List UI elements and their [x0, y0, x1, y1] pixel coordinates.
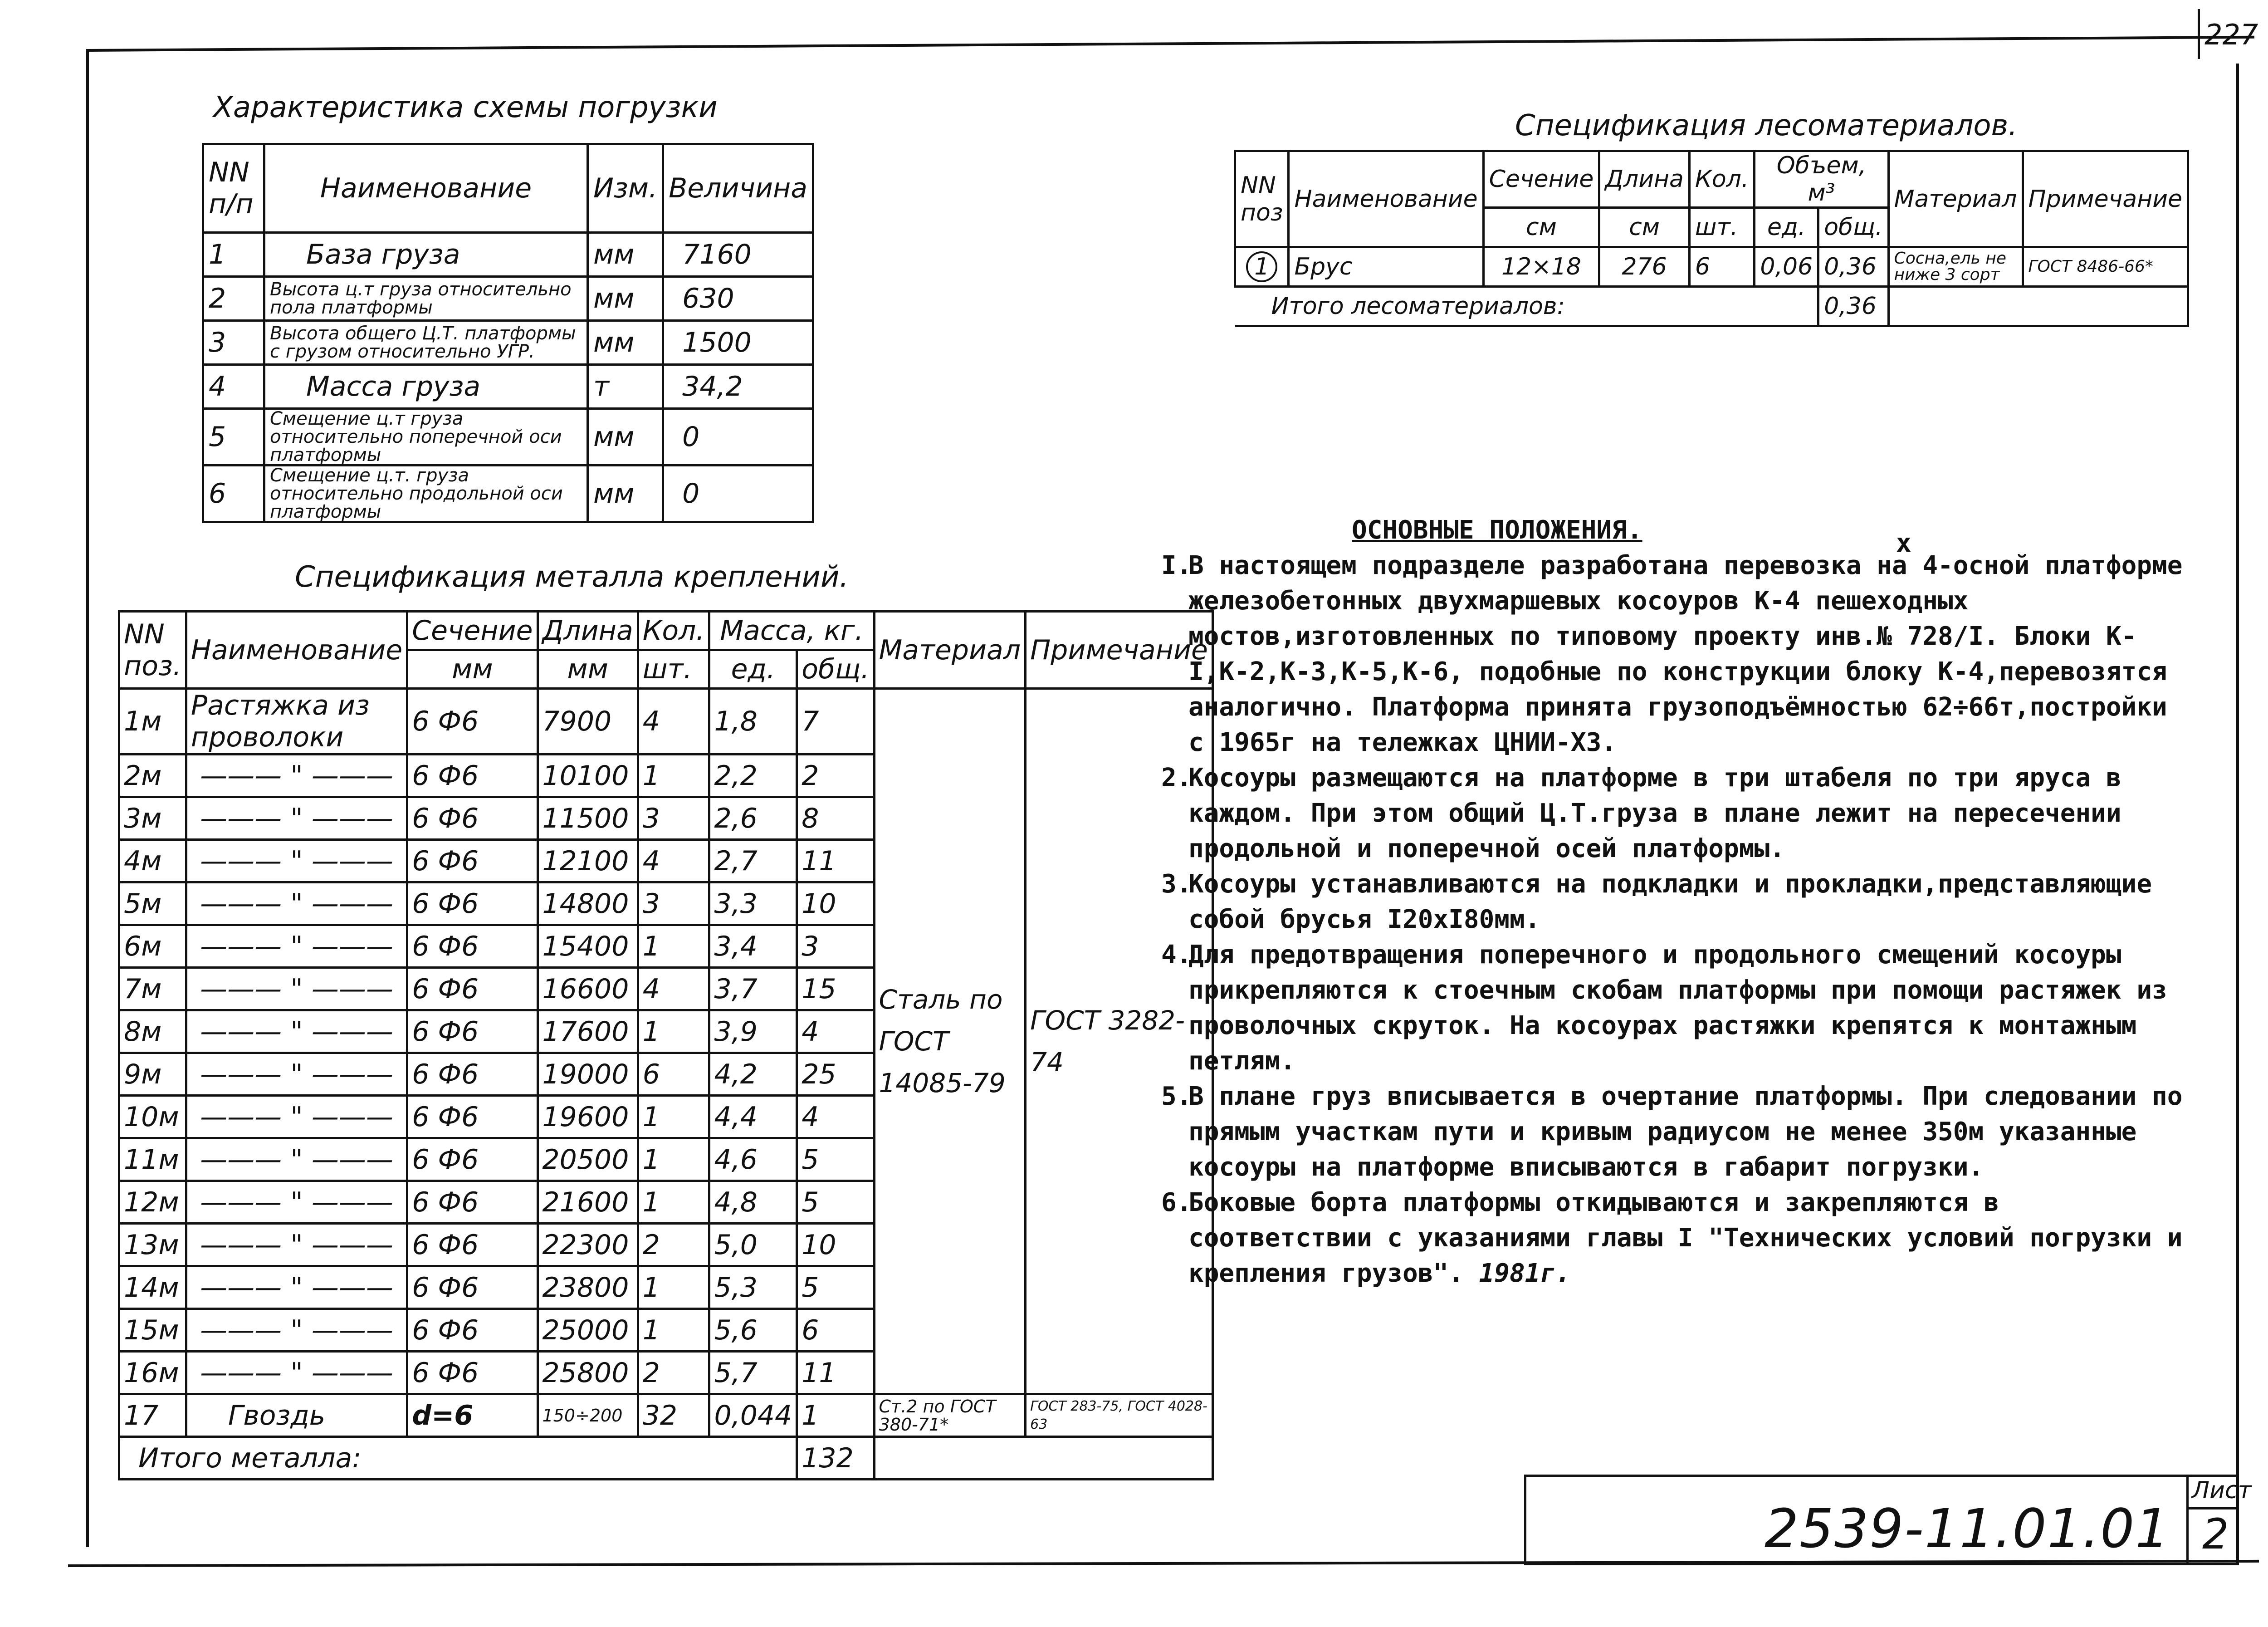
row-unit: мм — [588, 277, 663, 321]
total-label: Итого лесоматериалов: — [1235, 287, 1818, 326]
row-num — [1235, 247, 1289, 287]
row-unit: мм — [588, 466, 663, 522]
note-year: 1981г. — [1479, 1259, 1571, 1288]
header-name: Наименование — [264, 144, 588, 233]
row-num: 17 — [119, 1394, 186, 1437]
row-qty: 1 — [638, 1010, 709, 1053]
row-length: 17600 — [538, 1010, 638, 1053]
note-text — [1188, 867, 2195, 937]
row-mass-total: 4 — [797, 1096, 874, 1138]
total-value: 0,36 — [1818, 287, 1888, 326]
header-material: Материал — [874, 612, 1026, 689]
table-header-row — [119, 612, 1213, 650]
header-mass-unit: ед. — [709, 650, 797, 689]
row-name: ——— " ——— — [186, 1309, 407, 1352]
row-num: 6м — [119, 925, 186, 968]
row-num: 2 — [203, 277, 264, 321]
row-mass-total: 11 — [797, 1352, 874, 1394]
table-row — [203, 365, 813, 409]
row-name: ——— " ——— — [186, 1224, 407, 1266]
row-num: 6 — [203, 466, 264, 522]
row-num: 15м — [119, 1309, 186, 1352]
header-length: Длина — [538, 612, 638, 650]
row-section: 6 Ф6 — [407, 1138, 538, 1181]
row-mass-unit: 5,7 — [709, 1352, 797, 1394]
row-mass-unit: 3,3 — [709, 882, 797, 925]
table-total-row — [1235, 287, 2188, 326]
row-mass-unit: 0,044 — [709, 1394, 797, 1437]
row-qty: 6 — [1689, 247, 1755, 287]
row-mass-total: 7 — [797, 689, 874, 755]
note-text — [1188, 1079, 2195, 1185]
table-row — [203, 409, 813, 466]
row-mass-unit: 2,7 — [709, 840, 797, 882]
row-length: 19000 — [538, 1053, 638, 1096]
row-name: Брус — [1289, 247, 1483, 287]
row-num: 12м — [119, 1181, 186, 1224]
row-num: 11м — [119, 1138, 186, 1181]
header-qty: Кол. — [638, 612, 709, 650]
row-mass-unit: 5,6 — [709, 1309, 797, 1352]
row-num: 5 — [203, 409, 264, 466]
row-qty: 3 — [638, 797, 709, 840]
note-text — [1188, 1185, 2195, 1291]
row-mass-total: 6 — [797, 1309, 874, 1352]
row-mass-unit: 4,8 — [709, 1181, 797, 1224]
header-section-unit: см — [1483, 208, 1599, 247]
metal-spec-caption: Спецификация металла креплений. — [295, 560, 849, 594]
row-vol-unit: 0,06 — [1755, 247, 1818, 287]
corner-sheet-number: 227 — [2204, 18, 2258, 51]
row-section: 12×18 — [1483, 247, 1599, 287]
header-name: Наименование — [186, 612, 407, 689]
row-length: 23800 — [538, 1266, 638, 1309]
header-vol-total: общ. — [1818, 208, 1888, 247]
row-mass-total: 1 — [797, 1394, 874, 1437]
header-num: NN поз — [1235, 151, 1289, 247]
sheet-box-divider — [2186, 1507, 2239, 1509]
row-mass-total: 25 — [797, 1053, 874, 1096]
wire-note: ГОСТ 3282-74 — [1026, 689, 1213, 1394]
row-qty: 32 — [638, 1394, 709, 1437]
row-name: Масса груза — [264, 365, 588, 409]
row-name: ——— " ——— — [186, 925, 407, 968]
row-length: 25000 — [538, 1309, 638, 1352]
row-mass-total: 10 — [797, 882, 874, 925]
lumber-spec-caption: Спецификация лесоматериалов. — [1515, 109, 2018, 142]
table-row — [203, 233, 813, 277]
sheet-frame-right — [2236, 64, 2239, 1565]
header-note: Примечание — [1026, 612, 1213, 689]
row-section: 6 Ф6 — [407, 689, 538, 755]
note-number: 5. — [1161, 1082, 1192, 1111]
row-unit: мм — [588, 321, 663, 365]
row-mass-unit: 5,0 — [709, 1224, 797, 1266]
table-row — [203, 466, 813, 522]
row-length: 16600 — [538, 968, 638, 1010]
table-row — [203, 321, 813, 365]
row-unit: мм — [588, 409, 663, 466]
row-name: ——— " ——— — [186, 797, 407, 840]
note-item — [1161, 1079, 2195, 1185]
row-mass-unit: 4,4 — [709, 1096, 797, 1138]
row-mass-total: 10 — [797, 1224, 874, 1266]
row-mass-unit: 4,6 — [709, 1138, 797, 1181]
note-number: 3. — [1161, 869, 1192, 899]
note-item — [1161, 548, 2195, 760]
row-name: Смещение ц.т груза относительно поперечной оси платформы — [264, 409, 588, 466]
row-mass-unit: 5,3 — [709, 1266, 797, 1309]
row-section: 6 Ф6 — [407, 882, 538, 925]
note-item — [1161, 1185, 2195, 1291]
row-note: ГОСТ 283-75, ГОСТ 4028-63 — [1026, 1394, 1213, 1437]
row-material: Сосна,ель не ниже 3 сорт — [1888, 247, 2023, 287]
row-length: 276 — [1599, 247, 1690, 287]
row-mass-unit: 2,2 — [709, 755, 797, 797]
row-material: Ст.2 по ГОСТ 380-71* — [874, 1394, 1026, 1437]
header-unit: Изм. — [588, 144, 663, 233]
row-value: 7160 — [663, 233, 813, 277]
row-num: 14м — [119, 1266, 186, 1309]
row-name: ——— " ——— — [186, 755, 407, 797]
header-mass: Масса, кг. — [709, 612, 874, 650]
metal-spec-body — [119, 689, 1213, 1394]
note-text-body: Для предотвращения поперечного и продольного смещений косоуры прикрепляются к стоечным скобам платформы при помощи растяжек из проволочных скруток. На косоурах растяжки крепятся к монтажным петлям. — [1188, 940, 2167, 1076]
row-name: Растяжка из проволоки — [186, 689, 407, 755]
header-section: Сечение — [1483, 151, 1599, 208]
row-name: Гвоздь — [186, 1394, 407, 1437]
row-name: ——— " ——— — [186, 1138, 407, 1181]
row-name: Высота ц.т груза относительно пола платформы — [264, 277, 588, 321]
row-length: 15400 — [538, 925, 638, 968]
row-mass-total: 5 — [797, 1138, 874, 1181]
row-section: 6 Ф6 — [407, 968, 538, 1010]
row-section: 6 Ф6 — [407, 797, 538, 840]
row-name: ——— " ——— — [186, 1352, 407, 1394]
row-qty: 1 — [638, 1181, 709, 1224]
row-length: 10100 — [538, 755, 638, 797]
sheet-number: 2 — [2202, 1510, 2229, 1558]
row-section: 6 Ф6 — [407, 1181, 538, 1224]
row-num: 10м — [119, 1096, 186, 1138]
row-section: 6 Ф6 — [407, 925, 538, 968]
row-section: 6 Ф6 — [407, 1266, 538, 1309]
row-length: 150÷200 — [538, 1394, 638, 1437]
row-num: 4 — [203, 365, 264, 409]
notes-list — [1161, 548, 2195, 1291]
corner-divider — [2198, 9, 2200, 59]
row-num: 2м — [119, 755, 186, 797]
loading-scheme-caption: Характеристика схемы погрузки — [213, 91, 718, 124]
row-mass-unit: 3,4 — [709, 925, 797, 968]
header-num: NN п/п — [203, 144, 264, 233]
row-qty: 4 — [638, 840, 709, 882]
row-length: 25800 — [538, 1352, 638, 1394]
note-text — [1188, 760, 2195, 867]
row-mass-total: 5 — [797, 1181, 874, 1224]
note-number: 2. — [1161, 763, 1192, 793]
table-total-row — [119, 1437, 1213, 1480]
row-mass-total: 5 — [797, 1266, 874, 1309]
row-num: 4м — [119, 840, 186, 882]
row-length: 19600 — [538, 1096, 638, 1138]
note-number: 6. — [1161, 1188, 1192, 1217]
sheet-label: Лист — [2192, 1477, 2252, 1504]
lumber-spec-table — [1234, 150, 2189, 327]
note-text-body: Косоуры устанавливаются на подкладки и прокладки,представляющие собой брусья I20хI80мм. — [1188, 869, 2152, 934]
note-number: 4. — [1161, 940, 1192, 970]
header-vol-unit: ед. — [1755, 208, 1818, 247]
header-length-unit: мм — [538, 650, 638, 689]
row-qty: 1 — [638, 1266, 709, 1309]
row-value: 630 — [663, 277, 813, 321]
row-mass-unit: 1,8 — [709, 689, 797, 755]
notes-title: ОСНОВНЫЕ ПОЛОЖЕНИЯ. — [1352, 515, 1642, 545]
row-num: 7м — [119, 968, 186, 1010]
loading-scheme-table — [202, 143, 814, 523]
row-length: 14800 — [538, 882, 638, 925]
row-mass-total: 4 — [797, 1010, 874, 1053]
row-mass-total: 11 — [797, 840, 874, 882]
table-row — [203, 277, 813, 321]
row-value: 0 — [663, 466, 813, 522]
header-length: Длина — [1599, 151, 1690, 208]
total-empty — [1888, 287, 2188, 326]
row-name: ——— " ——— — [186, 1053, 407, 1096]
header-num: NN поз. — [119, 612, 186, 689]
row-qty: 2 — [638, 1352, 709, 1394]
header-qty: Кол. — [1689, 151, 1755, 208]
row-length: 11500 — [538, 797, 638, 840]
row-section: 6 Ф6 — [407, 1096, 538, 1138]
note-item — [1161, 760, 2195, 867]
row-name: ——— " ——— — [186, 840, 407, 882]
row-mass-unit: 3,7 — [709, 968, 797, 1010]
metal-spec-table — [118, 610, 1214, 1480]
row-num: 1 — [203, 233, 264, 277]
row-vol-total: 0,36 — [1818, 247, 1888, 287]
row-value: 34,2 — [663, 365, 813, 409]
table-row — [119, 689, 1213, 755]
row-section: 6 Ф6 — [407, 755, 538, 797]
table-header-row — [203, 144, 813, 233]
row-length: 12100 — [538, 840, 638, 882]
row-mass-unit: 2,6 — [709, 797, 797, 840]
row-name: Смещение ц.т. груза относительно продольной оси платформы — [264, 466, 588, 522]
row-value: 1500 — [663, 321, 813, 365]
row-mass-total: 8 — [797, 797, 874, 840]
note-text-body: В настоящем подразделе разработана перевозка на 4-осной платформе железобетонных двухмаршевых косоуров К-4 пешеходных мостов,изготовленных по типовому проекту инв.№ 728/I. Блоки К-I,К-2,К-3,К-5,К-6, подобные по конструкции блоку К-4,перевозятся аналогично. Платформа принята грузоподъёмностью 62÷66т,постройки с 1965г на тележках ЦНИИ-Х3. — [1188, 551, 2183, 757]
row-length: 21600 — [538, 1181, 638, 1224]
header-qty-unit: шт. — [1689, 208, 1755, 247]
row-name: Высота общего Ц.Т. платформы с грузом относительно УГР. — [264, 321, 588, 365]
note-text-body: В плане груз вписывается в очертание платформы. При следовании по прямым участкам пути и кривым радиусом не менее 350м указанные косоуры на платформе вписываются в габарит погрузки. — [1188, 1082, 2183, 1182]
row-name: ——— " ——— — [186, 882, 407, 925]
row-unit: т — [588, 365, 663, 409]
row-num: 13м — [119, 1224, 186, 1266]
row-mass-total: 15 — [797, 968, 874, 1010]
row-section: 6 Ф6 — [407, 1053, 538, 1096]
row-num-circle: 1 — [1246, 251, 1277, 282]
wire-material: Сталь по ГОСТ 14085-79 — [874, 689, 1026, 1394]
row-name: ——— " ——— — [186, 968, 407, 1010]
header-name: Наименование — [1289, 151, 1483, 247]
table-row — [1235, 247, 2188, 287]
row-qty: 1 — [638, 755, 709, 797]
row-num: 9м — [119, 1053, 186, 1096]
row-section: 6 Ф6 — [407, 840, 538, 882]
row-name: ——— " ——— — [186, 1096, 407, 1138]
total-label: Итого металла: — [119, 1437, 797, 1480]
header-note: Примечание — [2023, 151, 2188, 247]
row-section: 6 Ф6 — [407, 1352, 538, 1394]
row-section: 6 Ф6 — [407, 1309, 538, 1352]
header-mass-total: общ. — [797, 650, 874, 689]
row-qty: 1 — [638, 1096, 709, 1138]
note-item — [1161, 867, 2195, 937]
row-num: 16м — [119, 1352, 186, 1394]
row-section: d=6 — [407, 1394, 538, 1437]
sheet-frame-top — [86, 36, 2254, 52]
note-text — [1188, 937, 2195, 1079]
footnote-x-mark: x — [1896, 529, 1911, 558]
row-mass-unit: 3,9 — [709, 1010, 797, 1053]
row-qty: 6 — [638, 1053, 709, 1096]
row-num: 8м — [119, 1010, 186, 1053]
row-length: 20500 — [538, 1138, 638, 1181]
note-item — [1161, 937, 2195, 1079]
table-header-row — [1235, 151, 2188, 208]
row-section: 6 Ф6 — [407, 1010, 538, 1053]
row-value: 0 — [663, 409, 813, 466]
header-section-unit: мм — [407, 650, 538, 689]
row-mass-total: 2 — [797, 755, 874, 797]
note-number: I. — [1161, 551, 1192, 580]
total-value: 132 — [797, 1437, 874, 1480]
document-number: 2539-11.01.01 — [1765, 1497, 2170, 1560]
row-num: 3 — [203, 321, 264, 365]
row-qty: 4 — [638, 689, 709, 755]
header-section: Сечение — [407, 612, 538, 650]
row-mass-unit: 4,2 — [709, 1053, 797, 1096]
row-mass-total: 3 — [797, 925, 874, 968]
header-volume: Объем, м³ — [1755, 151, 1888, 208]
table-row-nail — [119, 1394, 1213, 1437]
header-length-unit: см — [1599, 208, 1690, 247]
row-note: ГОСТ 8486-66* — [2023, 247, 2188, 287]
row-qty: 2 — [638, 1224, 709, 1266]
row-name: ——— " ——— — [186, 1010, 407, 1053]
row-qty: 1 — [638, 1138, 709, 1181]
total-empty — [874, 1437, 1212, 1480]
sheet-frame-left — [86, 50, 89, 1547]
header-value: Величина — [663, 144, 813, 233]
row-qty: 3 — [638, 882, 709, 925]
row-name: ——— " ——— — [186, 1181, 407, 1224]
row-qty: 1 — [638, 1309, 709, 1352]
general-provisions — [1161, 513, 2195, 1291]
row-name: База груза — [264, 233, 588, 277]
row-num: 1м — [119, 689, 186, 755]
row-length: 7900 — [538, 689, 638, 755]
note-text — [1188, 548, 2195, 760]
row-section: 6 Ф6 — [407, 1224, 538, 1266]
note-text-body: Боковые борта платформы откидываются и закрепляются в соответствии с указаниями главы I "Технических условий погрузки и крепления грузов". — [1188, 1188, 2183, 1288]
row-num: 3м — [119, 797, 186, 840]
row-name: ——— " ——— — [186, 1266, 407, 1309]
row-qty: 1 — [638, 925, 709, 968]
row-qty: 4 — [638, 968, 709, 1010]
header-material: Материал — [1888, 151, 2023, 247]
row-length: 22300 — [538, 1224, 638, 1266]
header-qty-unit: шт. — [638, 650, 709, 689]
note-text-body: Косоуры размещаются на платформе в три штабеля по три яруса в каждом. При этом общий Ц.Т.груза в плане лежит на пересечении продольной и поперечной осей платформы. — [1188, 763, 2121, 863]
row-unit: мм — [588, 233, 663, 277]
row-num: 5м — [119, 882, 186, 925]
